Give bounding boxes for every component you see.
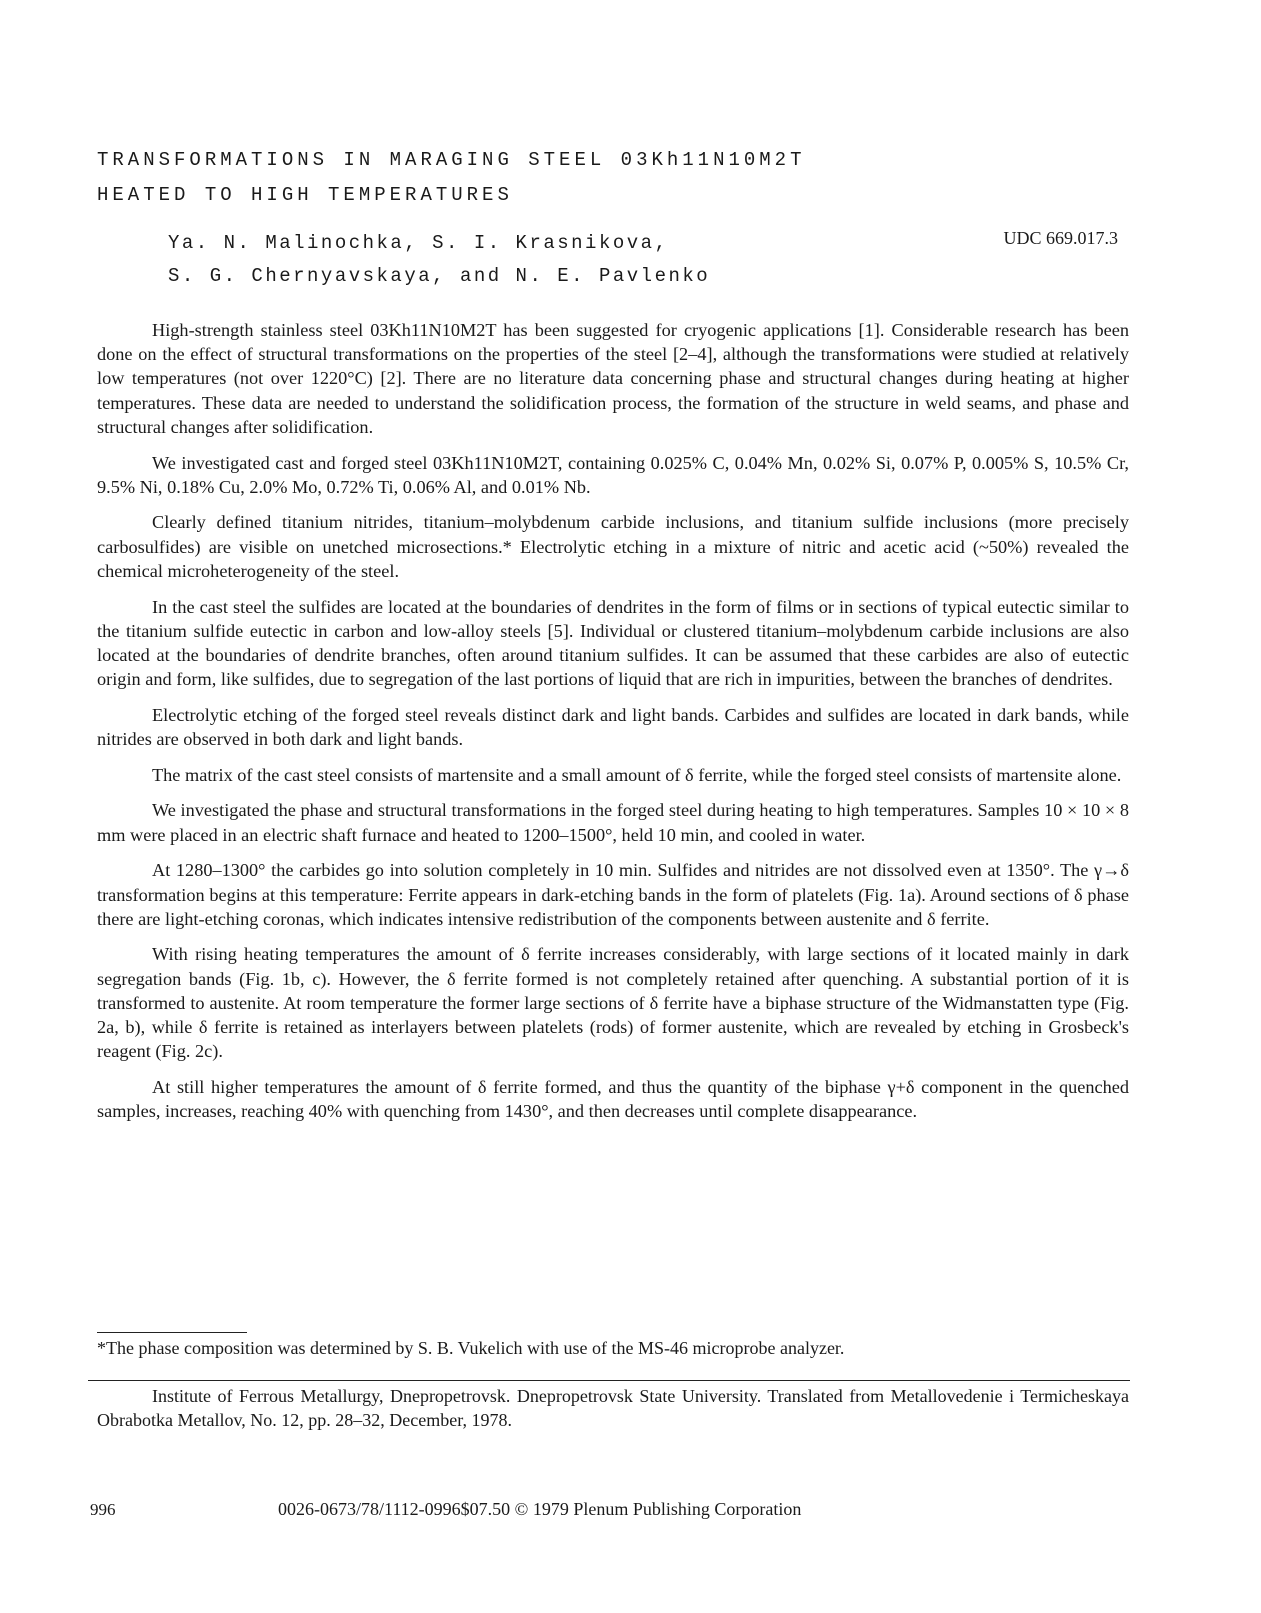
affiliation-note: Institute of Ferrous Metallurgy, Dnepropetrovsk. Dnepropetrovsk State University. Translated from Metallovedenie i Termicheskaya Obrabotka Metallov, No. 12, pp. 28–32, December, 1978. [97,1386,1129,1430]
article-body [97,318,1129,1135]
paragraph-10: At still higher temperatures the amount of δ ferrite formed, and thus the quantity of the biphase γ+δ component in the quenched samples, increases, reaching 40% with quenching from 1430°, and then decreases until complete disappearance. [97,1076,1129,1122]
paragraph-6: The matrix of the cast steel consists of martensite and a small amount of δ ferrite, while the forged steel consists of martensite alone. [152,764,1122,785]
paragraph-8: At 1280–1300° the carbides go into solution completely in 10 min. Sulfides and nitrides are not dissolved even at 1350°. The γ→δ transformation begins at this temperature: Ferrite appears in dark-etching bands in the form of platelets (Fig. 1a). Around sections of δ phase there are light-etching coronas, which indicates intensive redistribution of the components between austenite and δ ferrite. [97,860,1129,929]
paragraph-1: High-strength stainless steel 03Kh11N10M2T has been suggested for cryogenic applications [1]. Considerable research has been done on the effect of structural transformations on the properties of the steel [2–4], although the transformations were studied at relatively low temperatures (not over 1220°C) [2]. There are no literature data concerning phase and structural changes during heating at higher temperatures. These data are needed to understand the solidification process, the formation of the structure in weld seams, and phase and structural changes after solidification. [97,320,1129,437]
paragraph-7: We investigated the phase and structural transformations in the forged steel during heating to high temperatures. Samples 10 × 10 × 8 mm were placed in an electric shaft furnace and heated to 1200–1500°, held 10 min, and cooled in water. [97,800,1129,845]
paragraph-4: In the cast steel the sulfides are located at the boundaries of dendrites in the form of films or in sections of typical eutectic similar to the titanium sulfide eutectic in carbon and low-alloy steels [5]. Individual or clustered titanium–molybdenum carbide inclusions are also located at the boundaries of dendrite branches, often around titanium sulfides. It can be assumed that these carbides are also of eutectic origin and form, like sulfides, due to segregation of the last portions of liquid that are rich in impurities, between the branches of dendrites. [97,596,1129,690]
udc-code: UDC 669.017.3 [1003,228,1118,248]
title-line-2: HEATED TO HIGH TEMPERATURES [97,184,513,206]
authors-line-1: Ya. N. Malinochka, S. I. Krasnikova, [168,232,669,254]
authors-line-2: S. G. Chernyavskaya, and N. E. Pavlenko [168,265,711,287]
footnote: *The phase composition was determined by S. B. Vukelich with use of the MS-46 microprobe analyzer. [97,1338,845,1358]
paragraph-2: We investigated cast and forged steel 03Kh11N10M2T, containing 0.025% C, 0.04% Mn, 0.02% Si, 0.07% P, 0.005% S, 10.5% Cr, 9.5% Ni, 0.18% Cu, 2.0% Mo, 0.72% Ti, 0.06% Al, and 0.01% Nb. [97,452,1129,497]
article-title [97,143,806,213]
footnote-divider [97,1332,247,1333]
page-number: 996 [90,1500,116,1519]
paragraph-9: With rising heating temperatures the amount of δ ferrite increases considerably, with large sections of it located mainly in dark segregation bands (Fig. 1b, c). However, the δ ferrite formed is not completely retained after quenching. A substantial portion of it is transformed to austenite. At room temperature the former large sections of δ ferrite have a biphase structure of the Widmanstatten type (Fig. 2a, b), while δ ferrite is retained as interlayers between platelets (rods) of former austenite, which are revealed by etching in Grosbeck's reagent (Fig. 2c). [97,944,1129,1062]
copyright-line: 0026-0673/78/1112-0996$07.50 © 1979 Plenum Publishing Corporation [278,1499,802,1519]
author-list [168,227,710,293]
affiliation-divider [88,1380,1130,1381]
paragraph-5: Electrolytic etching of the forged steel reveals distinct dark and light bands. Carbides and sulfides are located in dark bands, while nitrides are observed in both dark and light bands. [97,704,1129,750]
paragraph-3: Clearly defined titanium nitrides, titanium–molybdenum carbide inclusions, and titanium sulfide inclusions (more precisely carbosulfides) are visible on unetched microsections.* Electrolytic etching in a mixture of nitric and acetic acid (~50%) revealed the chemical microheterogeneity of the steel. [97,512,1129,581]
title-line-1: TRANSFORMATIONS IN MARAGING STEEL 03Kh11N10M2T [97,149,806,171]
